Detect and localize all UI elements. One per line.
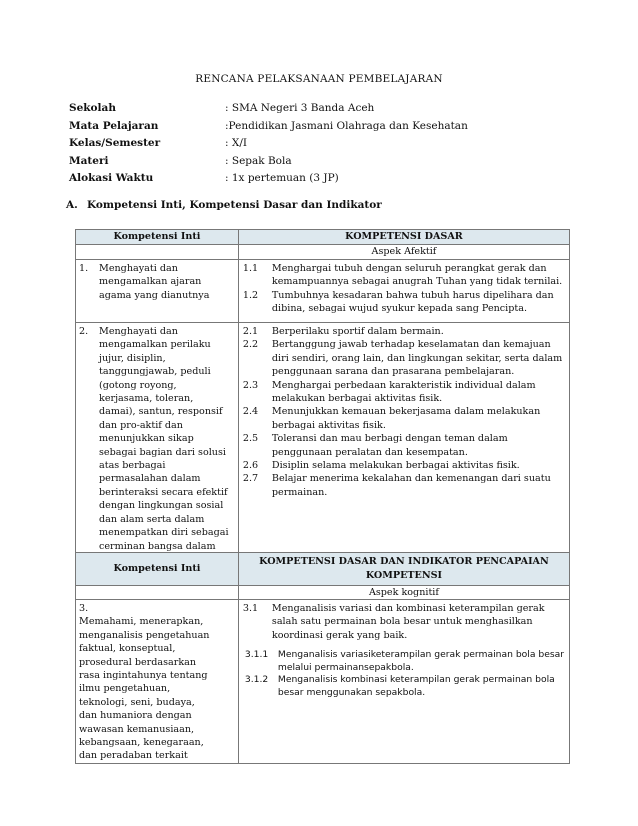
aspect-row [76, 245, 570, 260]
kd-item: 2.1 Berperilaku sportif dalam bermain. [242, 326, 444, 337]
kd-item: 2.6 Disiplin selama melakukan berbagai aktivitas fisik. [242, 460, 520, 472]
kd-item: 2.5 Toleransi dan mau berbagi dengan teman dalam penggunaan peralatan dan kesempatan. [242, 433, 508, 458]
header-kd: KOMPETENSI DASAR [238, 230, 569, 245]
ki-cell [76, 323, 239, 567]
info-value: : X/I [225, 137, 248, 150]
competency-table-cognitive [75, 552, 570, 764]
section-heading [66, 199, 382, 211]
info-row-sekolah [69, 100, 468, 118]
info-row-materi [69, 153, 468, 171]
ki-text: Menghayati dan mengamalkan ajaran agama yang dianutnya [99, 263, 210, 301]
info-value: :Pendidikan Jasmani Olahraga dan Kesehatan [225, 119, 468, 132]
ki-number: 3. [79, 603, 89, 614]
info-value: : Sepak Bola [225, 154, 292, 167]
ki-text: Menghayati dan mengamalkan perilaku jujur, disiplin, tanggungjawab, peduli (gotong royong, kerjasama, toleran, damai), santun, responsif dan pro-aktif dan menunjukkan sikap sebagai bagian dari solusi atas berbagai permasalahan dalam berinteraksi secara efektif dengan lingkungan sosial dan alam serta dalam menempatkan diri sebagai cerminan bangsa dalam [99, 326, 229, 552]
info-row-alokasi [69, 170, 468, 188]
ki-text: Memahami, menerapkan, menganalisis pengetahuan faktual, konseptual, prosedural berdasarkan rasa ingintahunya tentang ilmu pengetahuan, teknologi, seni, budaya, dan humaniora dengan wawasan kemanusiaan, kebangsaan, kenegaraan, dan peradaban terkait [79, 616, 210, 762]
competency-table-affective [75, 229, 570, 567]
kd-item: 2.7 Belajar menerima kekalahan dan kemenangan dari suatu permainan. [242, 473, 551, 498]
ki-number: 2. [79, 326, 89, 337]
header-kd: KOMPETENSI DASAR DAN INDIKATOR PENCAPAIAN KOMPETENSI [238, 553, 569, 586]
ki-cell [76, 260, 239, 323]
document-title: RENCANA PELAKSANAAN PEMBELAJARAN [195, 73, 443, 85]
table-row [76, 260, 570, 323]
kd-item: 1.2 Tumbuhnya kesadaran bahwa tubuh harus dipelihara dan dibina, sebagai wujud syukur kepada sang Pencipta. [242, 289, 554, 315]
aspect-label: Aspek kognitif [238, 586, 569, 600]
info-row-mata-pelajaran [69, 118, 468, 136]
kd-item: 1.1 Menghargai tubuh dengan seluruh perangkat gerak dan kemampuannya sebagai anugrah Tuhan yang tidak ternilai. [242, 263, 563, 288]
info-label: Kelas/Semester [69, 137, 161, 150]
kd-cell [238, 260, 569, 323]
table-header-row [76, 553, 570, 586]
info-label: Sekolah [69, 102, 116, 114]
header-ki: Kompetensi Inti [76, 553, 239, 586]
aspect-label: Aspek Afektif [238, 245, 569, 260]
identity-block [69, 100, 468, 188]
info-label: Materi [69, 154, 109, 167]
table-header-row [76, 230, 570, 245]
ki-cell [76, 600, 239, 764]
header-ki: Kompetensi Inti [76, 230, 239, 245]
info-label: Mata Pelajaran [69, 119, 159, 132]
section-letter: A. [66, 199, 78, 211]
aspect-row [76, 586, 570, 600]
table-row [76, 323, 570, 567]
table-row [76, 600, 570, 764]
info-value: : SMA Negeri 3 Banda Aceh [225, 102, 375, 114]
indicator-item: 3.1.1 Menganalisis variasiketerampilan gerak permainan bola besar melalui permainansepakbola. [244, 649, 565, 673]
kd-item: 2.3 Menghargai perbedaan karakteristik individual dalam melakukan berbagai aktivitas fisik. [242, 379, 536, 405]
kd-item: 2.4 Menunjukkan kemauan bekerjasama dalam melakukan berbagai aktivitas fisik. [242, 406, 541, 431]
kd-cell [238, 600, 569, 764]
kd-cell [238, 323, 569, 567]
ki-number: 1. [79, 263, 89, 274]
info-row-kelas [69, 135, 468, 153]
info-label: Alokasi Waktu [69, 172, 154, 185]
indicator-item: 3.1.2 Menganalisis kombinasi keterampilan gerak permainan bola besar menggunakan sepakbola. [244, 674, 555, 698]
info-value: : 1x pertemuan (3 JP) [225, 172, 339, 185]
kd-item: 3.1 Menganalisis variasi dan kombinasi keterampilan gerak salah satu permainan bola besar untuk menghasilkan koordinasi gerak yang baik. [242, 603, 545, 641]
kd-item: 2.2 Bertanggung jawab terhadap keselamatan dan kemajuan diri sendiri, orang lain, dan lingkungan sekitar, serta dalam penggunaan sarana dan prasarana pembelajaran. [242, 339, 563, 378]
section-title: Kompetensi Inti, Kompetensi Dasar dan Indikator [87, 199, 382, 211]
